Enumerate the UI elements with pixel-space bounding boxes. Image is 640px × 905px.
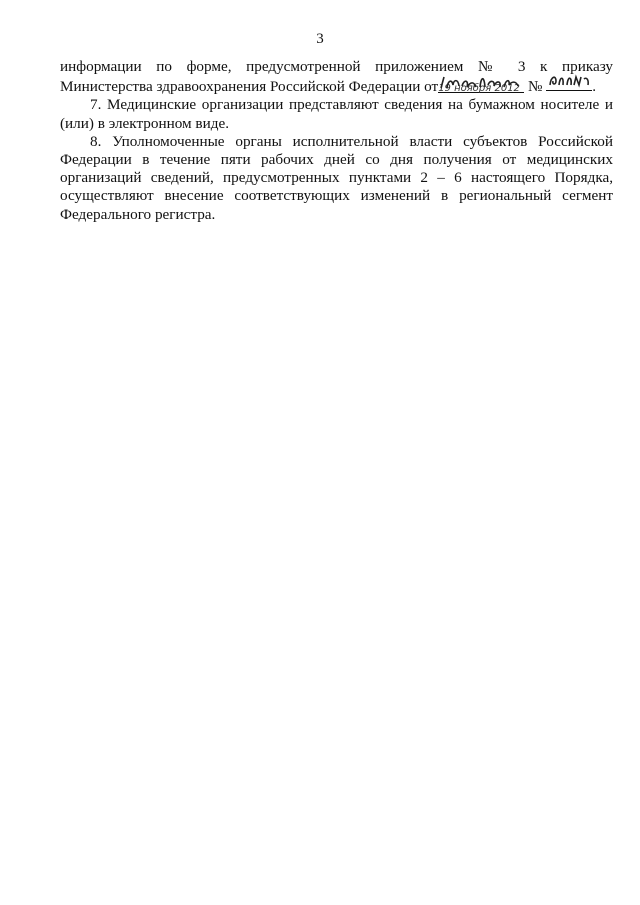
handwritten-date: 19 ноября 2012: [438, 83, 520, 95]
document-body: [60, 58, 613, 224]
handwritten-number-signature: [546, 73, 592, 89]
paragraph-8: 8. Уполномоченные органы исполнительной власти субъектов Российской Федерации в течение пяти рабочих дней со дня получения от медицинских организаций сведений, предусмотренных пунктами 2 – 6 настоящего Порядка, осуществляют внесение соответствующих изменений в региональный сегмент Федерального регистра.: [60, 132, 613, 223]
order-reference-text: Министерства здравоохранения Российской Федерации от: [60, 78, 439, 96]
paragraph-continuation: [60, 58, 613, 76]
paragraph-continuation-line1: информации по форме, предусмотренной приложением № 3 к приказу: [60, 58, 613, 75]
paragraph-continuation-line2: [60, 76, 613, 96]
handwritten-number-field: [546, 76, 592, 91]
handwritten-date-field: [438, 78, 524, 93]
paragraph-7: 7. Медицинские организации представляют сведения на бумажном носителе и (или) в электронном виде.: [60, 96, 613, 132]
page-number: 3: [316, 31, 324, 47]
sentence-end: .: [592, 78, 597, 96]
handwritten-date-signature: [438, 75, 524, 91]
number-sign: №: [527, 78, 543, 96]
